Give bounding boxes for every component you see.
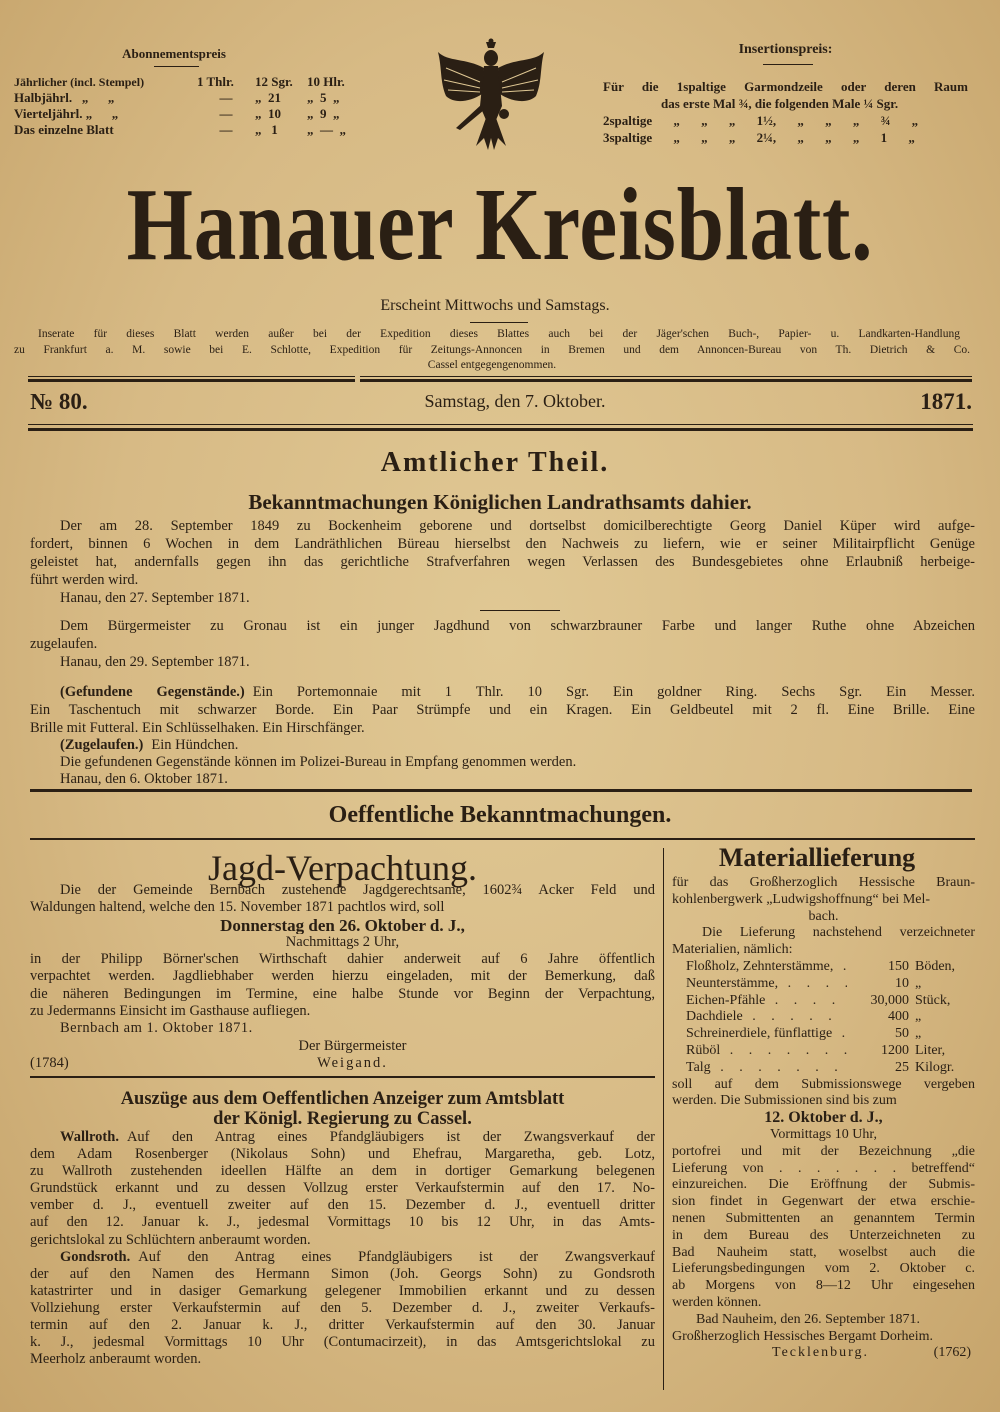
material-unit: „ <box>915 1009 922 1025</box>
rule <box>360 379 972 382</box>
text-line: einzureichen. Die Eröffnung der Submis- <box>672 1177 975 1193</box>
material-name: Neunterstämme, . . . <box>686 976 847 993</box>
text-line: Lieferung von . . . . . . . betreffend“ <box>672 1160 975 1176</box>
text-line: Bad Nauheim, den 26. September 1871. <box>696 1311 920 1327</box>
insertion-heading: Insertionspreis: <box>738 42 833 57</box>
text-line: gerichtslokal zu Schlüchtern anberaumt worden. <box>30 1231 311 1248</box>
notice-line: Inserate für dieses Blatt werden außer bei der Expedition dieses Blattes auch bei der Jäger'schen Buch-, Papier- u. Landkarten-Handlung <box>38 328 960 340</box>
text-line: bach. <box>808 908 839 924</box>
materials-notice <box>672 875 975 1362</box>
extracts-heading <box>30 1089 655 1129</box>
row-thlr: — <box>219 106 233 121</box>
text-line: katastrirter und in dasiger Gemarkung gelegener Immobilien erkannt und zu dessen <box>30 1282 655 1299</box>
text-line: Hanau, den 6. Oktober 1871. <box>60 771 228 787</box>
text-line: ab Morgens von 8—12 Uhr eingesehen <box>672 1278 975 1294</box>
materials-details <box>672 1144 975 1312</box>
material-item <box>686 959 975 976</box>
text-line: Hanau, den 29. September 1871. <box>60 654 250 670</box>
material-quantity: 400 <box>888 1009 909 1025</box>
material-quantity: 150 <box>888 958 909 974</box>
subscription-row <box>14 122 354 138</box>
hunt-lease-signer-title: Der Bürgermeister <box>298 1037 407 1054</box>
row-sgr: 12 Sgr. <box>255 74 293 89</box>
text-line: auf den 12. Januar k. J., jedesmal Vormittags 10 bis 12 Uhr, in das Amts- <box>30 1214 655 1231</box>
subscription-heading: Abonnementspreis <box>122 46 226 61</box>
text-line: kohlenbergwerk „Ludwigshoffnung“ bei Mel- <box>672 891 931 907</box>
text-line: termin auf den 2. Januar k. J., dritter Verkaufstermin auf den 30. Januar <box>30 1317 655 1334</box>
notice-date <box>60 653 250 671</box>
text-line: werden können. <box>672 1294 762 1310</box>
row-hlr: 10 Hlr. <box>307 74 345 89</box>
text-line: Meerholz anberaumt worden. <box>30 1351 202 1368</box>
row-thlr: 1 Thlr. <box>197 74 234 89</box>
text-line: Hanau, den 27. September 1871. <box>60 590 250 606</box>
row-label: Jährlicher (incl. Stempel) <box>14 75 145 89</box>
text-line: Großherzoglich Hessisches Bergamt Dorheim. <box>672 1328 934 1344</box>
material-quantity: 10 <box>895 975 909 991</box>
material-quantity: 1200 <box>881 1042 909 1058</box>
material-item <box>686 976 975 993</box>
material-name: Dachdiele . . . <box>686 1009 847 1026</box>
hunt-lease-place <box>30 1020 655 1037</box>
text-line: sion findet in Gegenwart der etwa erschie- <box>672 1194 975 1210</box>
material-item <box>686 993 975 1010</box>
section-rule <box>30 789 972 792</box>
subscription-price-box <box>14 46 354 138</box>
rule <box>28 424 973 425</box>
hunt-lease-ref: (1784) <box>30 1054 69 1071</box>
text-line: nenen Submittenten an genanntem Termin <box>672 1210 975 1226</box>
hunt-lease-p2 <box>30 951 655 1020</box>
text-line: Vormittags 10 Uhr, <box>770 1126 877 1142</box>
materials-submission <box>672 1077 975 1111</box>
material-name: Floßholz, Zehnterstämme, . . . <box>686 959 847 976</box>
text-line: führt werden wird. <box>30 572 139 588</box>
rule <box>360 376 972 377</box>
materials-lead <box>672 925 975 959</box>
material-item <box>686 1043 975 1060</box>
text-line: Die gefundenen Gegenstände können im Polizei-Bureau in Empfang genommen werden. <box>60 754 577 770</box>
extract-wallroth <box>30 1129 655 1249</box>
line-text: Ein Portemonnaie mit 1 Thlr. 10 Sgr. Ein goldner Ring. Sechs Sgr. Ein Messer. <box>252 684 975 700</box>
text-line: 12. Oktober d. J., <box>764 1110 883 1127</box>
text-line: der Königl. Regierung zu Cassel. <box>213 1109 472 1129</box>
row-hlr: „ 5 „ <box>307 90 340 105</box>
notice-found-items <box>30 683 975 737</box>
text-line: für das Großherzoglich Hessische Braun- <box>672 875 975 890</box>
text-line: werden. Die Submissionen sind bis zum <box>672 1093 897 1109</box>
text-line: in dem Bureau des Unterzeichneten zu <box>672 1227 975 1243</box>
divider <box>480 610 560 611</box>
text-line: soll auf dem Submissionswege vergeben <box>672 1076 975 1092</box>
material-quantity: 50 <box>895 1026 909 1042</box>
text-line: der auf den Namen des Hermann Simon (Joh. Georgs Sohn) zu Gondsroth <box>30 1265 655 1282</box>
material-name: Talg . . . <box>686 1060 847 1077</box>
insertion-price-box <box>603 42 968 146</box>
text-line: dem Adam Rosenberger (Nikolaus Sohn) und Ehefrau, Margaretha, geb. Lotz, <box>30 1146 655 1163</box>
hunt-lease-notice <box>30 882 655 1073</box>
text-line: geleistet hat, andernfalls gegen ihn das gerichtliche Strafverfahren wegen Verlassen des Bundesgebietes ohne Erlaubniß herbeige- <box>30 554 975 570</box>
line-text: Auf den Antrag eines Pfandgläubigers ist der Zwangsverkauf <box>138 1248 655 1265</box>
materials-time <box>672 1127 975 1144</box>
issue-number: № 80. <box>30 389 88 414</box>
row-sgr: „ 21 <box>255 90 281 105</box>
row-label: Vierteljährl. „ „ <box>14 106 119 121</box>
text-line: Nachmittags 2 Uhr, <box>285 933 400 950</box>
text-line: Vollziehung erster Verkaufstermin auf den 5. Dezember d. J., zweiter Verkaufs- <box>30 1299 655 1316</box>
notice-stray-animal <box>60 737 960 788</box>
text-line: Dem Bürgermeister zu Gronau ist ein junger Jagdhund von schwarzbrauner Farbe und langer Ruthe ohne Abzeichen <box>60 618 975 634</box>
text-line <box>30 1129 655 1146</box>
row-hlr: „ — „ <box>307 122 346 137</box>
lead-label: (Zugelaufen.) <box>60 737 144 753</box>
insertion-line: 2spaltige „ „ „ 1½, „ „ „ ¾ „ <box>603 113 919 128</box>
row-label: Halbjährl. „ „ <box>14 90 115 105</box>
advertising-notice <box>14 327 970 374</box>
text-line: fordert, binnen 6 Wochen in dem Landräthlichen Büreau hierselbst den Nachweis zu liefern, wie er seiner Militairpflicht Genüge <box>30 536 975 552</box>
publication-schedule: Erscheint Mittwochs und Samstags. <box>380 297 610 314</box>
material-item <box>686 1009 975 1026</box>
material-unit: Stück, <box>915 992 951 1008</box>
row-thlr: — <box>219 90 233 105</box>
text-line: zugelaufen. <box>30 636 98 652</box>
text-line <box>30 1249 655 1266</box>
materials-list <box>672 959 975 1077</box>
section-heading-official: Amtlicher Theil. <box>380 447 610 478</box>
subscription-row <box>14 90 354 106</box>
text-line: Lieferungsbedingungen vom 2. Oktober c. <box>672 1261 975 1277</box>
notice-date <box>60 589 250 607</box>
lead-label: Wallroth. <box>60 1129 119 1145</box>
row-label: Das einzelne Blatt <box>14 122 114 137</box>
text-line: Die der Gemeinde Bernbach zustehende Jagdgerechtsame, 1602¾ Acker Feld und <box>60 882 655 898</box>
row-hlr: „ 9 „ <box>307 106 340 121</box>
line-text: Ein Hündchen. <box>151 737 239 753</box>
material-unit: „ <box>915 1026 922 1042</box>
divider <box>470 322 528 323</box>
section-heading-public: Oeffentliche Bekanntmachungen. <box>328 802 672 828</box>
text-line: Materialien, nämlich: <box>672 942 793 958</box>
text-line: zu Wallroth zustehenden ideellen Hälfte an dem in dortiger Gemarkung belegenen <box>30 1163 655 1180</box>
material-name: Eichen-Pfähle . . . <box>686 993 847 1010</box>
text-line: Bad Nauheim statt, woselbst auch die <box>672 1244 975 1260</box>
text-line: Die Lieferung nachstehend verzeichneter <box>702 925 975 941</box>
text-line: vember d. J., eventuell zweiter auf den 15. Dezember d. J., eventuell dritter <box>30 1197 655 1214</box>
notice-stray-dog <box>30 617 975 653</box>
line-text: Auf den Antrag eines Pfandgläubigers ist der Zwangsverkauf der <box>126 1129 655 1145</box>
materials-place <box>672 1312 975 1329</box>
material-name: Rüböl . . . <box>686 1043 847 1060</box>
materials-deadline <box>672 1110 975 1127</box>
subscription-table <box>14 74 354 138</box>
hunt-lease-signer: Weigand. <box>317 1054 388 1071</box>
materials-ref: (1762) <box>933 1345 971 1361</box>
row-thlr: — <box>219 122 233 137</box>
material-name: Schreinerdiele, fünflattige . . . <box>686 1026 847 1043</box>
materials-intro-end <box>672 909 975 926</box>
subscription-row <box>14 74 354 90</box>
rule <box>28 428 973 431</box>
text-line: die näheren Bedingungen im Termine, eine halbe Stunde vor Beginn der Verpachtung, <box>30 985 655 1002</box>
material-quantity: 25 <box>895 1059 909 1075</box>
rule <box>28 376 355 377</box>
hunt-lease-heading: Jagd-Verpachtung. <box>208 848 477 888</box>
text-line: Brille mit Futteral. Ein Schlüsselhaken. Ein Hirschfänger. <box>30 720 365 736</box>
notice-line: Cassel entgegengenommen. <box>427 359 557 371</box>
rule <box>28 379 355 382</box>
text-line: Auszüge aus dem Oeffentlichen Anzeiger zum Amtsblatt <box>120 1089 565 1109</box>
text-line: Ein Taschentuch mit schwarzer Borde. Ein Paar Strümpfe und ein Kragen. Ein Geldbeutel mit 2 fl. Eine Brille. Eine <box>30 702 975 718</box>
subheading-district-office: Bekanntmachungen Königlichen Landrathsamts dahier. <box>248 490 752 514</box>
rule <box>30 1076 655 1078</box>
materials-intro <box>672 875 975 909</box>
hunt-lease-time <box>30 934 655 951</box>
text-line: verpachtet werden. Jagdliebhaber werden hierzu eingeladen, mit der Bemerkung, daß <box>30 968 655 985</box>
materials-heading: Materiallieferung <box>718 843 916 872</box>
extracts-notices <box>30 1129 655 1368</box>
text-line: Grundstück erkannt und zu dessen Vollzug erster Verkaufstermin auf den 17. No- <box>30 1180 655 1197</box>
material-unit: Kilogr. <box>915 1059 955 1075</box>
issue-year: 1871. <box>920 389 972 414</box>
material-item <box>686 1060 975 1077</box>
newspaper-title: Hanauer Kreisblatt. <box>126 167 874 282</box>
materials-signer: Tecklenburg. <box>772 1345 870 1361</box>
text-line <box>30 683 975 701</box>
lead-label: Gondsroth. <box>60 1248 131 1265</box>
text-line: k. J., jedesmal Vormittags 10 Uhr (Contumacirzeit), in das Amtsgerichtslokal zu <box>30 1334 655 1351</box>
hunt-lease-p1 <box>30 882 655 917</box>
insertion-line: 3spaltige „ „ „ 2¼, „ „ „ 1 „ <box>603 130 915 145</box>
material-unit: Liter, <box>915 1042 946 1058</box>
material-item <box>686 1026 975 1043</box>
notice-line: zu Frankfurt a. M. sowie bei E. Schlotte, Expedition für Zeitungs-Annoncen in Bremen und dem Annoncen-Bureau von Th. Dietrich & Co. <box>14 343 970 356</box>
text-line <box>60 737 960 754</box>
insertion-line: das erste Mal ¾, die folgenden Male ¼ Sgr. <box>661 96 899 111</box>
text-line: zu Jedermanns Einsicht im Gasthause aufliegen. <box>30 1003 311 1020</box>
rule <box>30 838 975 840</box>
material-unit: Böden, <box>915 958 956 974</box>
material-quantity: 30,000 <box>870 992 909 1008</box>
text-line: portofrei und mit der Bezeichnung „die <box>672 1143 975 1159</box>
lead-label: (Gefundene Gegenstände.) <box>60 684 245 700</box>
extract-gondsroth <box>30 1249 655 1369</box>
subscription-row <box>14 106 354 122</box>
column-divider <box>663 848 664 1390</box>
materials-office <box>672 1329 975 1346</box>
text-line: Der am 28. September 1849 zu Bockenheim geborene und dortselbst domicilberechtigte Georg Daniel Küper wird aufge- <box>60 518 975 534</box>
row-sgr: „ 10 <box>255 106 281 121</box>
hunt-lease-date <box>30 917 655 934</box>
row-sgr: „ 1 <box>255 122 278 137</box>
eagle-emblem-icon <box>436 38 546 153</box>
notice-military-duty <box>30 517 975 589</box>
text-line: in der Philipp Börner'schen Wirthschaft dahier anderweit auf 6 Jahre öffentlich <box>30 951 655 968</box>
text-line: Waldungen haltend, welche den 15. November 1871 pachtlos wird, soll <box>30 899 445 916</box>
text-line: Donnerstag den 26. Oktober d. J., <box>220 916 465 934</box>
text-line: Bernbach am 1. Oktober 1871. <box>60 1020 253 1037</box>
divider <box>154 66 199 67</box>
insertion-line: Für die 1spaltige Garmondzeile oder deren Raum <box>603 79 968 94</box>
divider <box>763 64 813 65</box>
material-unit: „ <box>915 975 922 991</box>
issue-date: Samstag, den 7. Oktober. <box>424 391 606 411</box>
